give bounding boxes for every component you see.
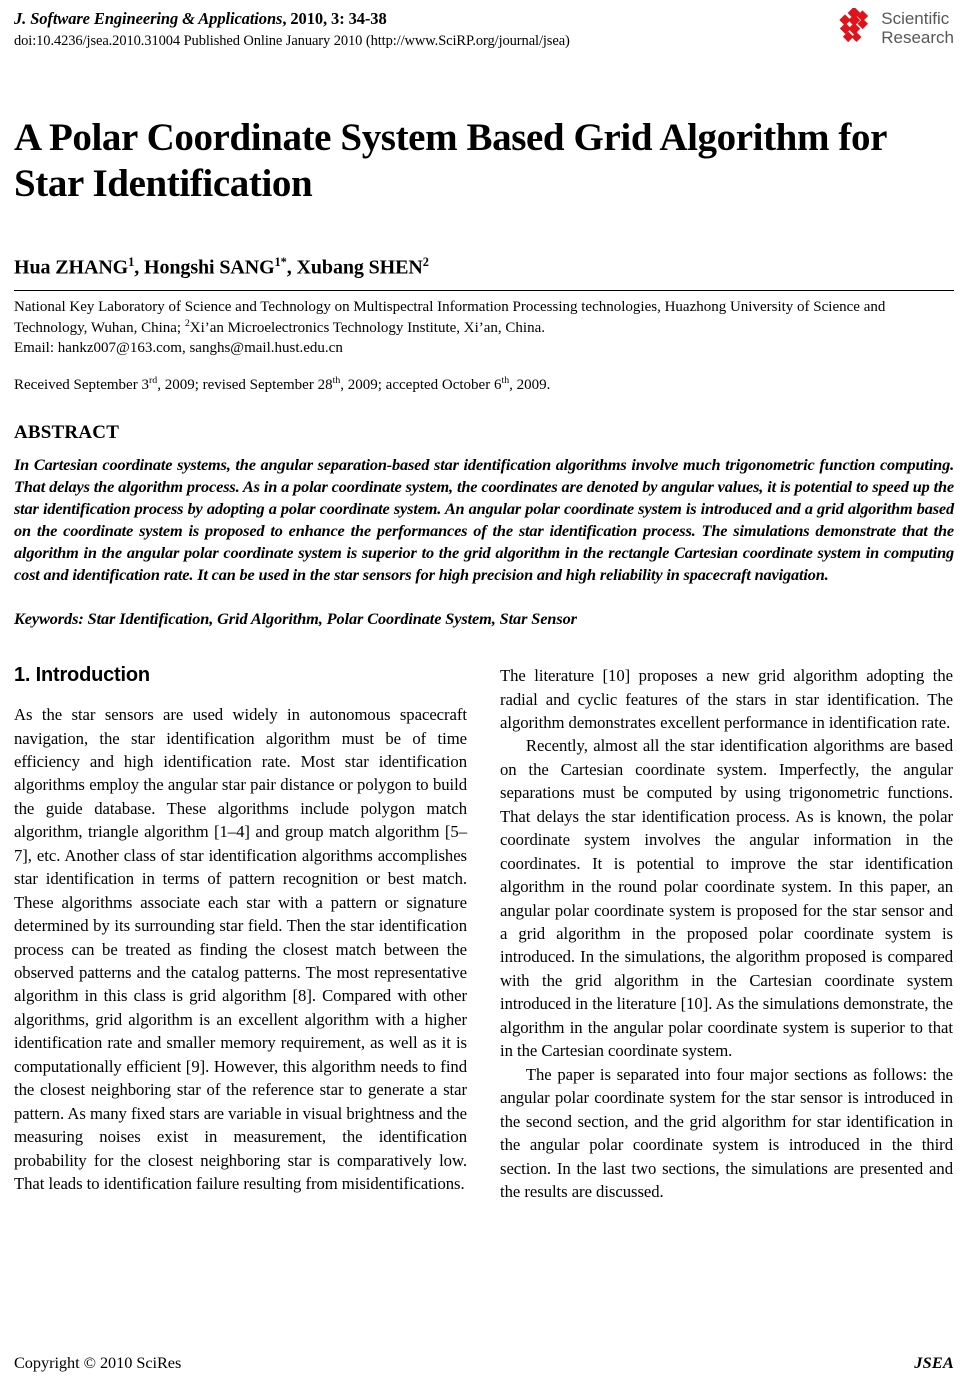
doi-line: doi:10.4236/jsea.2010.31004 Published Online January 2010 (http://www.SciRP.org/journal/jsea)	[14, 33, 570, 50]
submission-dates	[14, 375, 954, 396]
accepted-year: , 2009.	[509, 377, 551, 394]
publisher-name	[881, 9, 954, 47]
affiliation-line-2: Xi’an Microelectronics Technology Institute, Xi’an, China.	[189, 320, 546, 337]
scientific-research-diamond-logo-icon	[835, 8, 875, 48]
paragraph-intro-3: Recently, almost all the star identification algorithms are based on the Cartesian coordinate system. Imperfectly, the angular separations must be computed by using trigonometric functions. That delays the star identification process. As is known, the polar coordinate system involves the angular information in the coordinates. It is potential to improve the star identification algorithm in the round polar coordinate system. In this paper, an angular polar coordinate system is proposed for the star sensor and a grid algorithm in the proposed polar coordinate system is introduced. In the simulations, the algorithm proposed is compared with the grid algorithm in the Cartesian coordinate system introduced in the literature [10]. As the simulations demonstrate, the algorithm in the angular polar coordinate system is superior to that in the Cartesian coordinate system.	[500, 736, 953, 1061]
keywords-values: Star Identification, Grid Algorithm, Polar Coordinate System, Star Sensor	[83, 609, 577, 629]
keywords-label: Keywords:	[14, 609, 84, 629]
paragraph-intro-1: As the star sensors are used widely in autonomous spacecraft navigation, the star identification algorithm must be of time efficiency and high identification rate. Most star identification algorithms employ the angular star pair distance or polygon to build the guide database. These algorithms include polygon match algorithm, triangle algorithm [1–4] and group match algorithm [5–7], etc. Another class of star identification algorithms accomplishes star identification in terms of pattern recognition or best match. These algorithms associate each star with a pattern or signature determined by its surrounding star field. Then the star identification process can be treated as finding the closest match between the observed patterns and the catalog patterns. The most representative algorithm in this class is grid algorithm [8]. Compared with other algorithms, grid algorithm is an excellent algorithm with a higher identification rate and smaller memory requirement, as well as it is computationally efficient [9]. However, this algorithm needs to find the closest neighboring star of the reference star to generate a star pattern. As many fixed stars are variable in visual brightness and the measuring noises exist in measurement, the identification probability for the closest neighboring star is comparatively low. That leads to identification failure resulting from misidentifications.	[14, 705, 467, 1194]
journal-citation-line	[14, 8, 834, 30]
author-affiliation-divider	[14, 290, 954, 291]
page-footer	[14, 1353, 954, 1373]
journal-issue: , 2010, 3: 34-38	[282, 9, 387, 28]
paragraph-intro-2: The literature [10] proposes a new grid algorithm adopting the radial and cyclic features of the stars in star identification. The algorithm demonstrates excellent performance in identification rate.	[500, 666, 953, 732]
journal-abbreviation: JSEA	[914, 1353, 954, 1372]
paragraph-intro-4: The paper is separated into four major sections as follows: the angular polar coordinate system for the star sensor is introduced in the second section, and the grid algorithm for star identification in the angular polar coordinate system is introduced in the third section. In the last two sections, the simulations are presented and the results are discussed.	[500, 1064, 953, 1202]
revised-ordinal: th	[332, 375, 341, 387]
author-email-line: Email: hankz007@163.com, sanghs@mail.hust.edu.cn	[14, 340, 343, 357]
received-ordinal: rd	[148, 375, 158, 387]
publisher-name-line2: Research	[881, 28, 954, 47]
abstract-heading: ABSTRACT	[14, 421, 120, 443]
affiliation-block	[14, 298, 954, 359]
journal-name: J. Software Engineering & Applications	[14, 9, 283, 28]
publisher-name-line1: Scientific	[881, 8, 950, 28]
accepted-label: , 2009; accepted October 6	[340, 377, 502, 394]
author-2-name: , Hongshi SANG	[134, 256, 275, 279]
running-head	[14, 8, 954, 60]
author-3-affiliation-marker: 2	[422, 255, 429, 270]
keywords-line	[14, 608, 954, 630]
affiliation-2-marker: 2	[184, 318, 190, 330]
section-heading-introduction: 1. Introduction	[14, 664, 150, 687]
running-head-text	[14, 8, 834, 52]
author-list	[14, 255, 954, 280]
revised-label: , 2009; revised September 28	[157, 377, 333, 394]
affiliation-line-1: National Key Laboratory of Science and Technology on Multispectral Information Processing technologies, Huazhong University of Science and Technology, Wuhan, China;	[14, 298, 886, 337]
left-column	[14, 664, 467, 1203]
accepted-ordinal: th	[501, 375, 510, 387]
body-columns	[14, 664, 954, 1203]
author-3-name: , Xubang SHEN	[286, 256, 423, 279]
author-1-name: Hua ZHANG	[14, 256, 129, 279]
author-1-affiliation-marker: 1	[128, 255, 135, 270]
received-label: Received September 3	[14, 377, 149, 394]
abstract-text: In Cartesian coordinate systems, the angular separation-based star identification algorithms involve much trigonometric function computing. That delays the algorithm process. As in a polar coordinate system, the coordinates are denoted by angular values, it is potential to speed up the star identification process by adopting a polar coordinate system. An angular polar coordinate system is introduced and a grid algorithm based on the coordinate system is proposed to enhance the performances of the star identification process. The simulations demonstrate that the algorithm in the angular polar coordinate system is superior to the grid algorithm in the rectangle Cartesian coordinate system in computing cost and identification rate. It can be used in the star sensors for high precision and high reliability in spacecraft navigation.	[14, 454, 954, 584]
copyright-notice: Copyright © 2010 SciRes	[14, 1353, 182, 1372]
right-column	[500, 664, 953, 1203]
publisher-logo	[835, 8, 954, 48]
author-2-affiliation-marker: 1*	[274, 255, 287, 270]
page-title: A Polar Coordinate System Based Grid Algorithm for Star Identification	[14, 116, 887, 206]
